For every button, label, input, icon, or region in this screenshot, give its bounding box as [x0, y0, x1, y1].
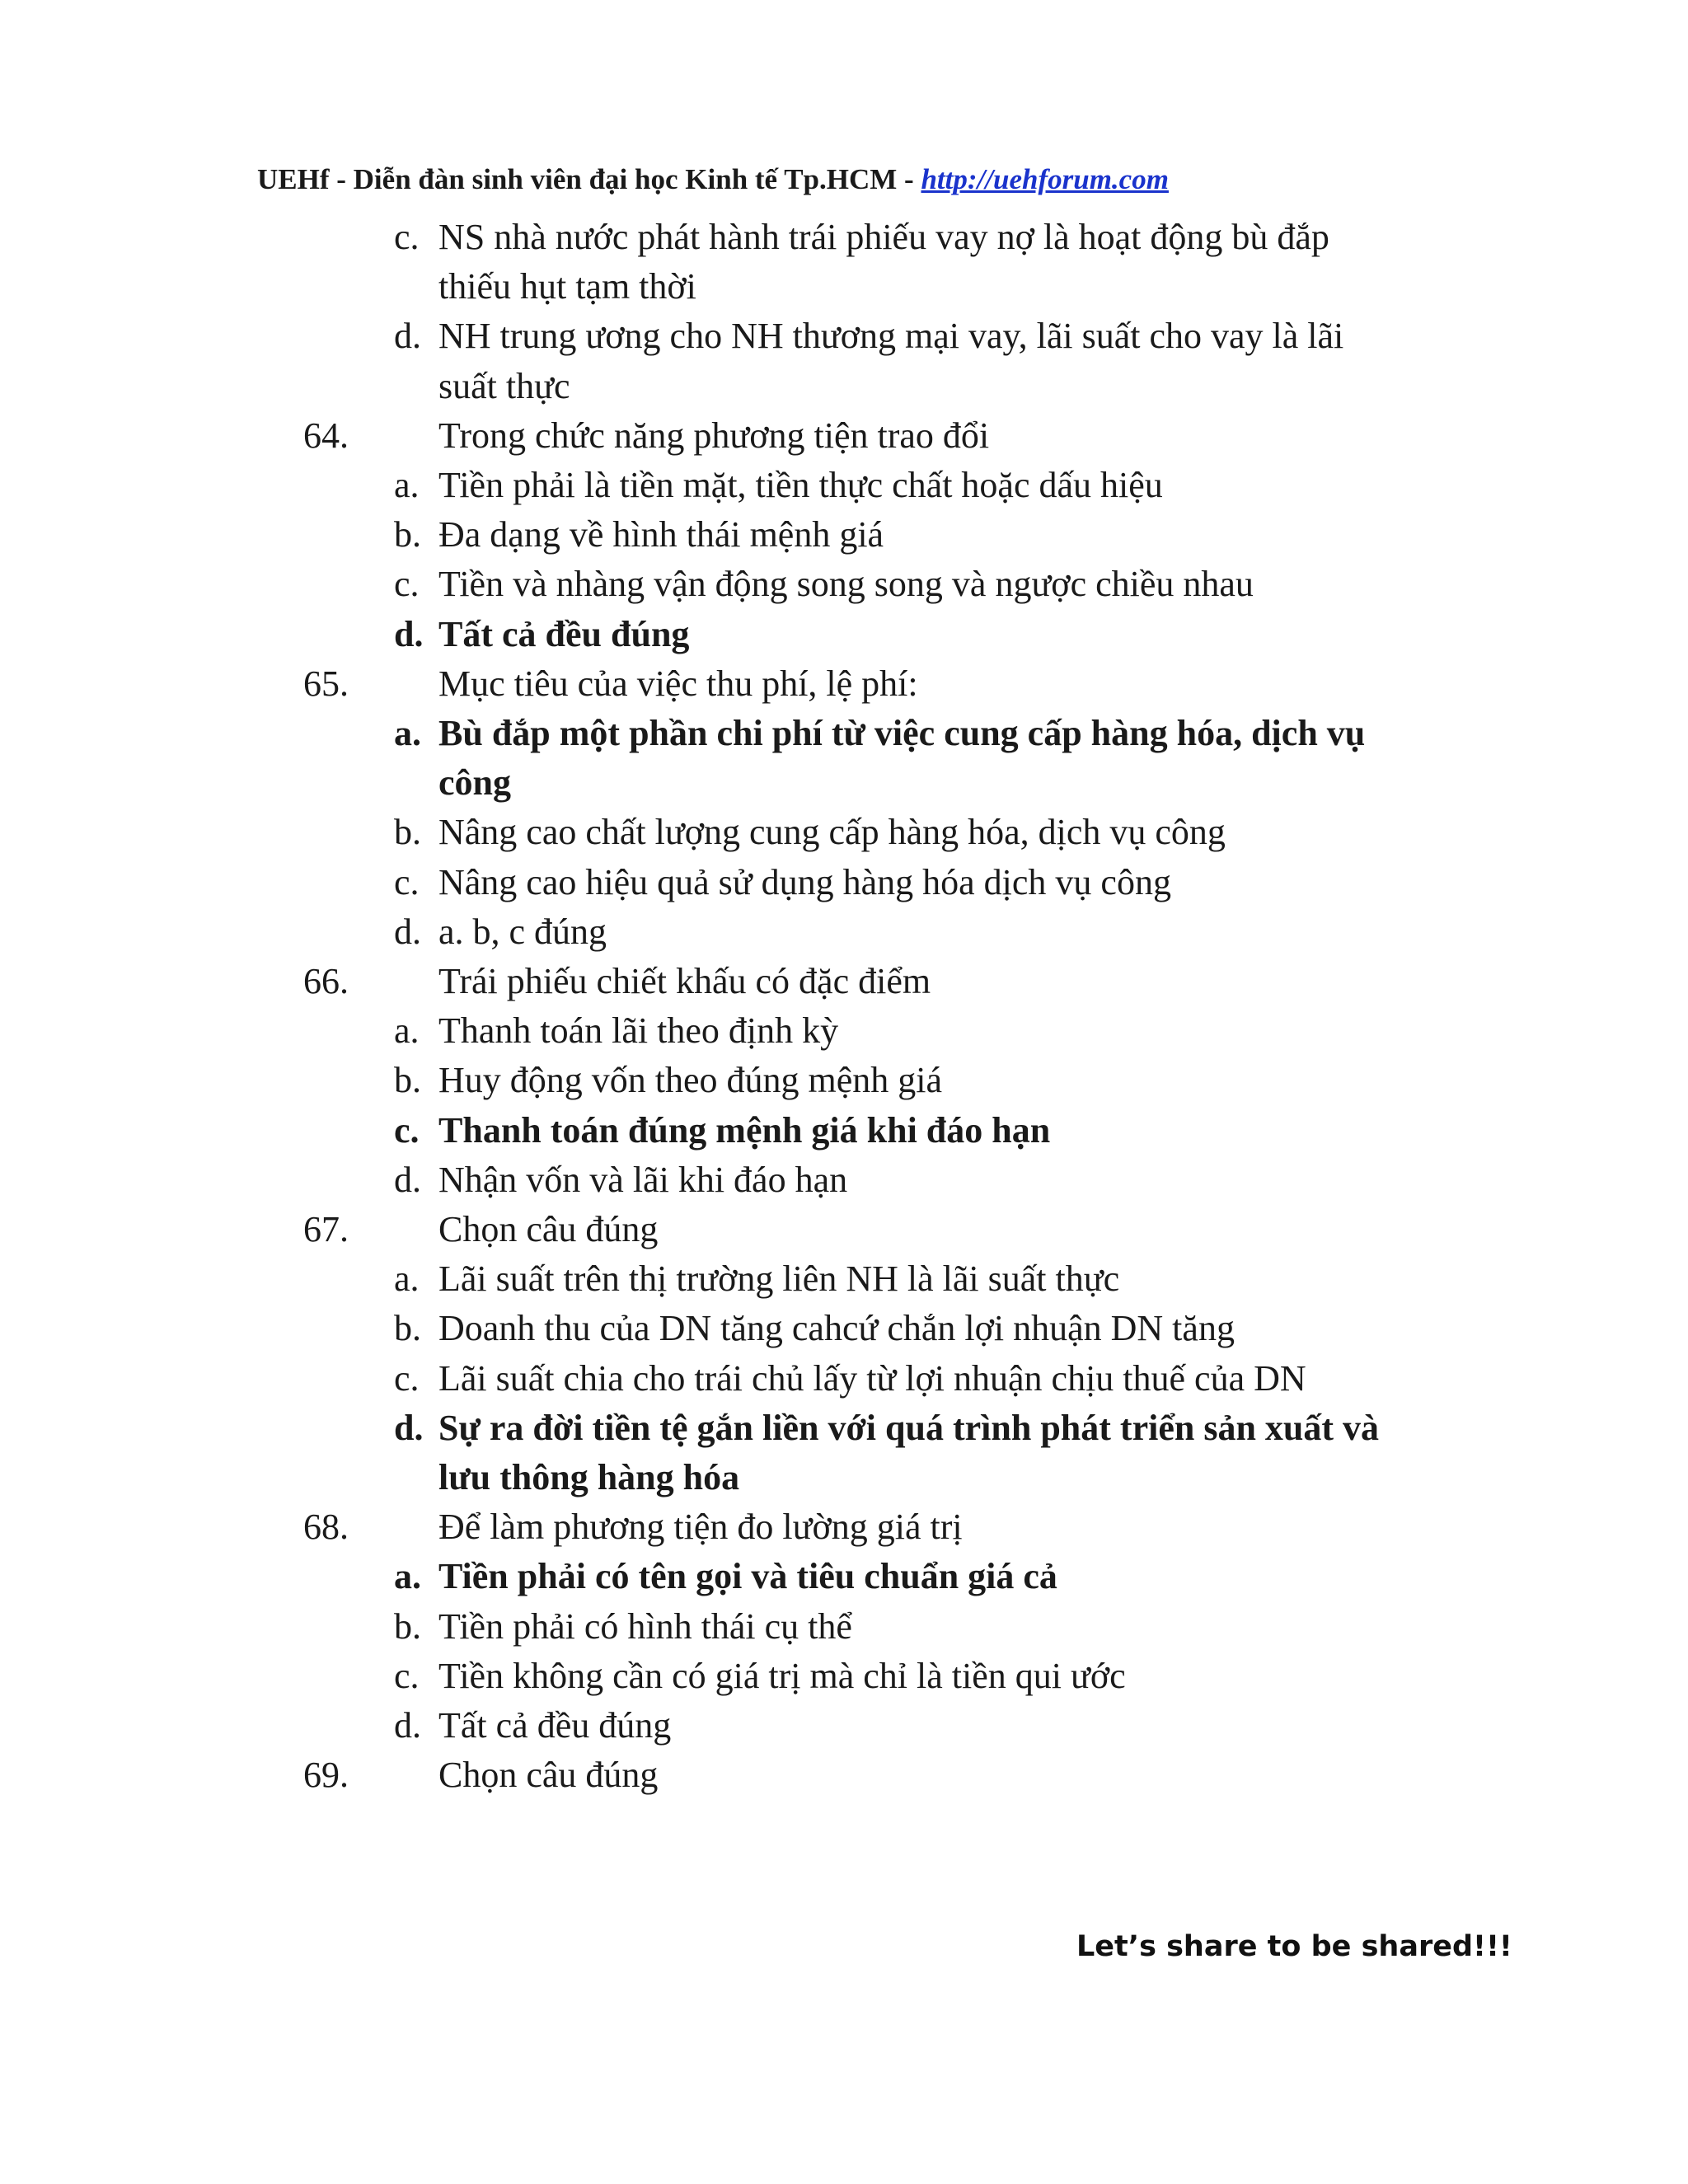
option-letter: d.	[394, 316, 421, 356]
question-text: Chọn câu đúng	[438, 1755, 659, 1795]
option-letter: d.	[394, 1705, 421, 1746]
option-letter: a.	[394, 1010, 420, 1051]
option-text: Huy động vốn theo đúng mệnh giá	[438, 1060, 943, 1100]
option-text: Lãi suất chia cho trái chủ lấy từ lợi nhuận chịu thuế của DN	[438, 1358, 1306, 1399]
option-text: Doanh thu của DN tăng cahcứ chắn lợi nhuận DN tăng	[438, 1308, 1235, 1348]
header-text: UEHf - Diễn đàn sinh viên đại học Kinh tế Tp.HCM -	[257, 163, 921, 195]
question-text: Trong chức năng phương tiện trao đổi	[438, 415, 990, 456]
option-letter: c.	[394, 1656, 420, 1696]
option-letter: d.	[394, 614, 424, 654]
page-header	[257, 163, 1169, 196]
question-number: 65.	[303, 663, 349, 704]
question-number: 66.	[303, 961, 349, 1001]
option-letter: c.	[394, 564, 420, 604]
option-text: Nhận vốn và lãi khi đáo hạn	[438, 1160, 848, 1200]
option-letter: b.	[394, 1606, 421, 1647]
option-text: Nâng cao chất lượng cung cấp hàng hóa, dịch vụ công	[438, 812, 1226, 852]
option-letter: d.	[394, 1408, 424, 1448]
option-text: NS nhà nước phát hành trái phiếu vay nợ là hoạt động bù đắp	[438, 217, 1329, 257]
option-text: Tất cả đều đúng	[438, 614, 690, 654]
option-letter: a.	[394, 1556, 421, 1596]
option-text-continued: thiếu hụt tạm thời	[438, 266, 696, 307]
option-text: Tiền phải là tiền mặt, tiền thực chất hoặc dấu hiệu	[438, 465, 1163, 505]
question-text: Mục tiêu của việc thu phí, lệ phí:	[438, 663, 918, 704]
option-letter: d.	[394, 1160, 421, 1200]
option-text: Thanh toán lãi theo định kỳ	[438, 1010, 839, 1051]
question-number: 69.	[303, 1755, 349, 1795]
option-text: Tiền phải có hình thái cụ thể	[438, 1606, 852, 1647]
option-letter: c.	[394, 1110, 420, 1151]
option-text: Tiền không cần có giá trị mà chỉ là tiền qui ước	[438, 1656, 1126, 1696]
option-text: Tiền phải có tên gọi và tiêu chuẩn giá cả	[438, 1556, 1057, 1596]
option-letter: b.	[394, 812, 421, 852]
option-letter: a.	[394, 465, 420, 505]
option-letter: b.	[394, 1308, 421, 1348]
question-text: Trái phiếu chiết khấu có đặc điểm	[438, 961, 931, 1001]
question-text: Để làm phương tiện đo lường giá trị	[438, 1507, 963, 1547]
option-letter: c.	[394, 217, 420, 257]
question-number: 68.	[303, 1507, 349, 1547]
option-text-continued: lưu thông hàng hóa	[438, 1457, 740, 1497]
option-letter: d.	[394, 912, 421, 952]
option-letter: c.	[394, 862, 420, 902]
option-text: Bù đắp một phần chi phí từ việc cung cấp hàng hóa, dịch vụ	[438, 713, 1366, 753]
option-text: Lãi suất trên thị trường liên NH là lãi suất thực	[438, 1258, 1120, 1299]
question-number: 64.	[303, 415, 349, 456]
option-text: Thanh toán đúng mệnh giá khi đáo hạn	[438, 1110, 1051, 1151]
option-text: a. b, c đúng	[438, 912, 607, 952]
option-text: Tất cả đều đúng	[438, 1705, 672, 1746]
question-number: 67.	[303, 1209, 349, 1249]
option-text: Tiền và nhàng vận động song song và ngược chiều nhau	[438, 564, 1254, 604]
option-text-continued: công	[438, 762, 511, 803]
option-letter: a.	[394, 1258, 420, 1299]
option-letter: a.	[394, 713, 421, 753]
footer-slogan: Let’s share to be shared!!!	[1076, 1930, 1512, 1963]
option-letter: b.	[394, 1060, 421, 1100]
option-text: NH trung ương cho NH thương mại vay, lãi suất cho vay là lãi	[438, 316, 1344, 356]
option-text-continued: suất thực	[438, 366, 570, 406]
option-text: Đa dạng về hình thái mệnh giá	[438, 514, 884, 555]
option-text: Sự ra đời tiền tệ gắn liền với quá trình phát triển sản xuất và	[438, 1408, 1380, 1448]
option-text: Nâng cao hiệu quả sử dụng hàng hóa dịch vụ công	[438, 862, 1171, 902]
option-letter: c.	[394, 1358, 420, 1399]
question-text: Chọn câu đúng	[438, 1209, 659, 1249]
option-letter: b.	[394, 514, 421, 555]
forum-link[interactable]: http://uehforum.com	[921, 163, 1169, 195]
